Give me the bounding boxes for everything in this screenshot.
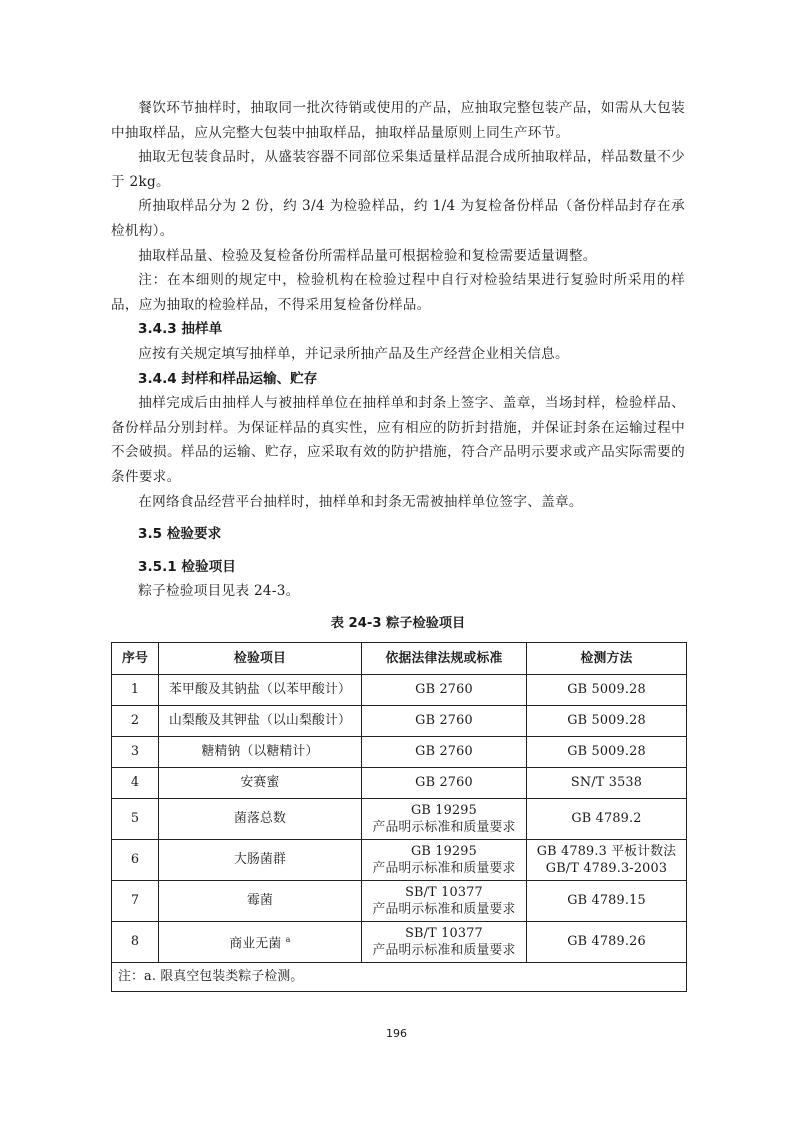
cell-standard	[362, 674, 527, 705]
cell-item	[159, 705, 362, 736]
table-row	[112, 839, 687, 880]
cell-standard-line: GB 2760	[415, 713, 473, 729]
table-row	[112, 736, 687, 767]
page-content	[111, 96, 685, 992]
cell-standard	[362, 798, 527, 839]
cell-item-text: 菌落总数	[234, 811, 286, 827]
cell-item	[159, 839, 362, 880]
cell-item	[159, 880, 362, 921]
cell-no: 6	[112, 839, 159, 880]
cell-no: 5	[112, 798, 159, 839]
cell-method	[527, 767, 687, 798]
cell-item-text: 安赛蜜	[240, 775, 280, 791]
table-row	[112, 674, 687, 705]
cell-standard-line: 产品明示标准和质量要求	[372, 942, 516, 958]
cell-method	[527, 921, 687, 962]
inspection-items-table	[111, 642, 687, 992]
header-method: 检测方法	[527, 642, 687, 674]
cell-standard-line: GB 2760	[415, 744, 473, 760]
table-row	[112, 921, 687, 962]
cell-standard-line: SB/T 10377	[405, 925, 483, 941]
cell-method-line: GB 4789.2	[571, 811, 642, 827]
cell-method	[527, 880, 687, 921]
header-item: 检验项目	[159, 642, 362, 674]
table-row	[112, 798, 687, 839]
cell-item	[159, 921, 362, 962]
cell-item	[159, 736, 362, 767]
cell-item	[159, 798, 362, 839]
table-row	[112, 880, 687, 921]
cell-standard-line: GB 2760	[415, 775, 473, 791]
cell-method-line: SN/T 3538	[570, 775, 643, 791]
cell-item-text: 苯甲酸及其钠盐（以苯甲酸计）	[169, 682, 351, 698]
cell-item-text: 大肠菌群	[234, 852, 286, 868]
cell-method-line: GB 5009.28	[567, 682, 646, 698]
cell-standard-line: SB/T 10377	[405, 884, 483, 900]
header-no: 序号	[112, 642, 159, 674]
table-header-row	[112, 642, 687, 674]
paragraph-unpackaged-food: 抽取无包装食品时，从盛装容器不同部位采集适量样品混合成所抽取样品，样品数量不少于 2kg。	[111, 149, 685, 190]
cell-no: 7	[112, 880, 159, 921]
footnote-marker: a	[285, 935, 291, 945]
page-number: 196	[386, 1027, 407, 1040]
cell-standard	[362, 921, 527, 962]
cell-method-line: GB 5009.28	[567, 744, 646, 760]
cell-standard	[362, 705, 527, 736]
cell-method-line: GB/T 4789.3-2003	[545, 860, 668, 876]
cell-standard-line: 产品明示标准和质量要求	[372, 860, 516, 876]
cell-standard	[362, 880, 527, 921]
cell-method	[527, 674, 687, 705]
cell-item-text: 商业无菌	[229, 936, 282, 952]
cell-method	[527, 798, 687, 839]
cell-item-text: 糖精钠（以糖精计）	[201, 744, 319, 760]
table-body	[112, 674, 687, 991]
table-note: 注：a. 限真空包装类粽子检测。	[112, 962, 687, 991]
paragraph-online-platform: 在网络食品经营平台抽样时，抽样单和封条无需被抽样单位签字、盖章。	[138, 493, 583, 510]
table-row	[112, 705, 687, 736]
cell-method-line: GB 4789.3 平板计数法	[536, 843, 677, 859]
cell-method-line: GB 4789.26	[567, 934, 646, 950]
cell-standard-line: 产品明示标准和质量要求	[372, 819, 516, 835]
cell-no: 3	[112, 736, 159, 767]
cell-item	[159, 674, 362, 705]
paragraph-note-retest: 注：在本细则的规定中，检验机构在检验过程中自行对检验结果进行复验时所采用的样品，应为抽取的检验样品，不得采用复检备份样品。	[111, 272, 685, 313]
heading-3-4-3: 3.4.3 抽样单	[138, 321, 223, 338]
cell-item-text: 霉菌	[247, 893, 273, 909]
cell-item-text: 山梨酸及其钾盐（以山梨酸计）	[169, 713, 351, 729]
cell-standard	[362, 767, 527, 798]
cell-standard	[362, 839, 527, 880]
paragraph-sample-quantity: 抽取样品量、检验及复检备份所需样品量可根据检验和复检需要适量调整。	[138, 247, 597, 264]
cell-method-line: GB 4789.15	[567, 893, 646, 909]
paragraph-sampling-form: 应按有关规定填写抽样单，并记录所抽产品及生产经营企业相关信息。	[138, 345, 569, 362]
cell-item	[159, 767, 362, 798]
cell-method	[527, 736, 687, 767]
cell-no: 1	[112, 674, 159, 705]
table-row	[112, 767, 687, 798]
paragraph-sample-split: 所抽取样品分为 2 份，约 3/4 为检验样品，约 1/4 为复检备份样品（备份样品封存在承检机构）。	[111, 198, 685, 239]
table-caption: 表 24-3 粽子检验项目	[330, 615, 466, 631]
paragraph-sampling-catering: 餐饮环节抽样时，抽取同一批次待销或使用的产品，应抽取完整包装产品，如需从大包装中抽取样品，应从完整大包装中抽取样品，抽取样品量原则上同生产环节。	[111, 100, 685, 141]
cell-standard-line: GB 19295	[410, 843, 477, 859]
cell-no: 4	[112, 767, 159, 798]
cell-standard-line: GB 2760	[415, 682, 473, 698]
heading-3-5-1: 3.5.1 检验项目	[138, 558, 236, 575]
cell-standard-line: GB 19295	[410, 802, 477, 818]
heading-3-5: 3.5 检验要求	[138, 526, 222, 543]
cell-no: 8	[112, 921, 159, 962]
cell-standard-line: 产品明示标准和质量要求	[372, 901, 516, 917]
paragraph-sealing: 抽样完成后由抽样人与被抽样单位在抽样单和封条上签字、盖章，当场封样，检验样品、备份样品分别封样。为保证样品的真实性，应有相应的防折封措施，并保证封条在运输过程中不会破损。样品的运输、贮存，应采取有效的防护措施，符合产品明示要求或产品实际需要的条件要求。	[111, 395, 685, 485]
cell-method-line: GB 5009.28	[567, 713, 646, 729]
cell-method	[527, 705, 687, 736]
cell-standard	[362, 736, 527, 767]
cell-no: 2	[112, 705, 159, 736]
cell-method	[527, 839, 687, 880]
header-standard: 依据法律法规或标准	[362, 642, 527, 674]
heading-3-4-4: 3.4.4 封样和样品运输、贮存	[138, 370, 318, 387]
paragraph-inspection-items: 粽子检验项目见表 24-3。	[138, 583, 300, 600]
table-note-row	[112, 962, 687, 991]
